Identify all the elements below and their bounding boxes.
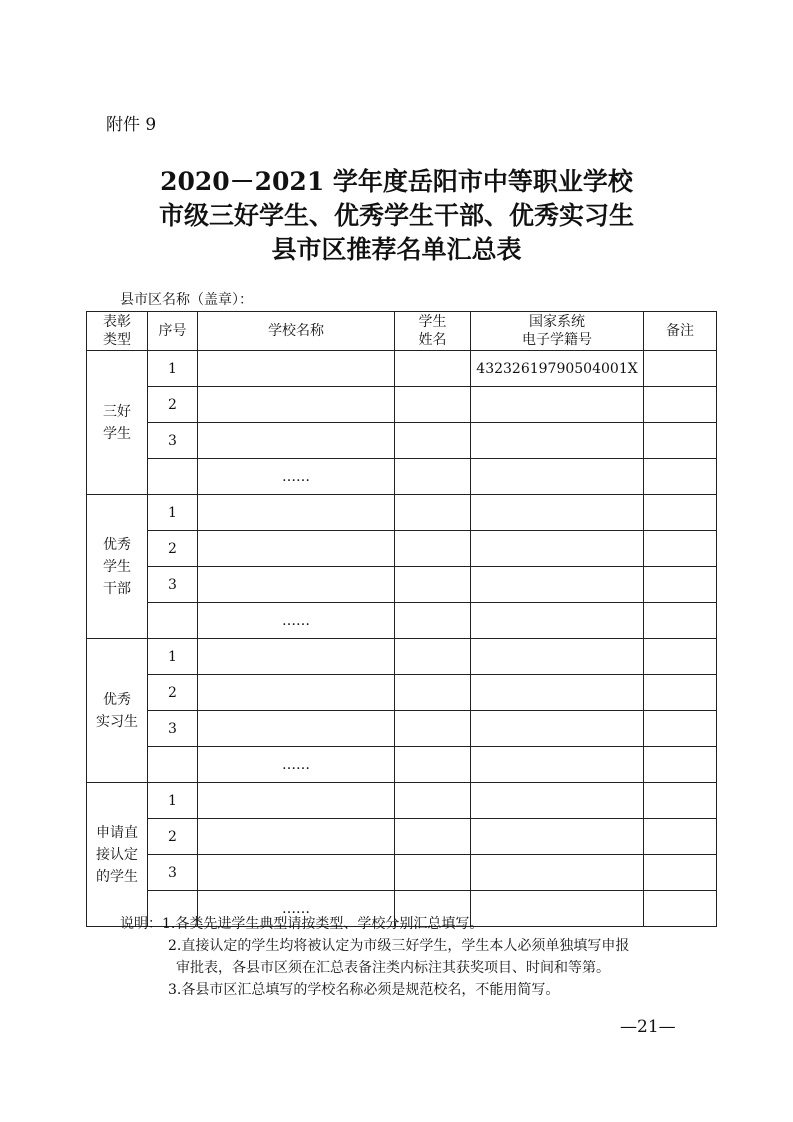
name-cell[interactable] bbox=[395, 351, 471, 387]
remark-cell[interactable] bbox=[644, 567, 717, 603]
name-cell[interactable] bbox=[395, 603, 471, 639]
table-row bbox=[87, 675, 717, 711]
table-row bbox=[87, 783, 717, 819]
table-row bbox=[87, 747, 717, 783]
seq-cell bbox=[148, 603, 198, 639]
header-remark: 备注 bbox=[644, 312, 717, 351]
school-cell[interactable] bbox=[198, 423, 395, 459]
name-cell[interactable] bbox=[395, 675, 471, 711]
table-row bbox=[87, 603, 717, 639]
name-cell[interactable] bbox=[395, 495, 471, 531]
table-row bbox=[87, 495, 717, 531]
student-id-cell[interactable] bbox=[471, 783, 644, 819]
student-id-cell[interactable] bbox=[471, 639, 644, 675]
name-cell[interactable] bbox=[395, 783, 471, 819]
seq-cell: 2 bbox=[148, 675, 198, 711]
school-cell[interactable] bbox=[198, 711, 395, 747]
seq-cell: 3 bbox=[148, 423, 198, 459]
student-id-cell[interactable] bbox=[471, 603, 644, 639]
remark-cell[interactable] bbox=[644, 351, 717, 387]
student-id-cell[interactable] bbox=[471, 495, 644, 531]
table-row bbox=[87, 351, 717, 387]
table-row bbox=[87, 423, 717, 459]
school-cell[interactable] bbox=[198, 531, 395, 567]
name-cell[interactable] bbox=[395, 747, 471, 783]
ellipsis-cell: …… bbox=[198, 747, 395, 783]
header-seq: 序号 bbox=[148, 312, 198, 351]
seq-cell: 2 bbox=[148, 819, 198, 855]
note-line: 说明：1.各类先进学生典型请按类型、学校分别汇总填写。 bbox=[120, 916, 484, 932]
category-cell: 优秀 实习生 bbox=[87, 639, 148, 783]
student-id-cell[interactable]: 43232619790504001X bbox=[471, 351, 644, 387]
seq-cell: 2 bbox=[148, 531, 198, 567]
title-line-1: 2020－2021 学年度岳阳市中等职业学校 bbox=[160, 167, 633, 196]
remark-cell[interactable] bbox=[644, 531, 717, 567]
header-row bbox=[87, 312, 717, 351]
table-row bbox=[87, 531, 717, 567]
seq-cell: 3 bbox=[148, 711, 198, 747]
title-line-3: 县市区推荐名单汇总表 bbox=[271, 235, 522, 264]
remark-cell[interactable] bbox=[644, 711, 717, 747]
seq-cell: 2 bbox=[148, 387, 198, 423]
summary-table bbox=[86, 311, 717, 927]
table-row bbox=[87, 459, 717, 495]
seq-cell: 3 bbox=[148, 855, 198, 891]
note-line: 2.直接认定的学生均将被认定为市级三好学生，学生本人必须单独填写申报 bbox=[168, 938, 630, 954]
school-cell[interactable] bbox=[198, 351, 395, 387]
remark-cell[interactable] bbox=[644, 819, 717, 855]
school-cell[interactable] bbox=[198, 675, 395, 711]
student-id-cell[interactable] bbox=[471, 711, 644, 747]
name-cell[interactable] bbox=[395, 567, 471, 603]
table-row bbox=[87, 711, 717, 747]
name-cell[interactable] bbox=[395, 423, 471, 459]
name-cell[interactable] bbox=[395, 387, 471, 423]
name-cell[interactable] bbox=[395, 711, 471, 747]
remark-cell[interactable] bbox=[644, 423, 717, 459]
page-number: —21— bbox=[620, 1017, 676, 1037]
header-school-name: 学校名称 bbox=[198, 312, 395, 351]
seq-cell: 3 bbox=[148, 567, 198, 603]
student-id-cell[interactable] bbox=[471, 459, 644, 495]
school-cell[interactable] bbox=[198, 855, 395, 891]
student-id-cell[interactable] bbox=[471, 747, 644, 783]
seq-cell: 1 bbox=[148, 639, 198, 675]
category-cell: 优秀 学生 干部 bbox=[87, 495, 148, 639]
note-line: 3.各县市区汇总填写的学校名称必须是规范校名，不能用简写。 bbox=[168, 982, 560, 998]
seq-cell: 1 bbox=[148, 351, 198, 387]
ellipsis-cell: …… bbox=[198, 603, 395, 639]
school-cell[interactable] bbox=[198, 567, 395, 603]
student-id-cell[interactable] bbox=[471, 531, 644, 567]
student-id-cell[interactable] bbox=[471, 423, 644, 459]
seq-cell bbox=[148, 747, 198, 783]
school-cell[interactable] bbox=[198, 783, 395, 819]
remark-cell[interactable] bbox=[644, 855, 717, 891]
school-cell[interactable] bbox=[198, 819, 395, 855]
table-row bbox=[87, 819, 717, 855]
title-line-2: 市级三好学生、优秀学生干部、优秀实习生 bbox=[158, 201, 634, 230]
seq-cell bbox=[148, 459, 198, 495]
table-row bbox=[87, 855, 717, 891]
remark-cell[interactable] bbox=[644, 495, 717, 531]
remark-cell[interactable] bbox=[644, 891, 717, 927]
note-line: 审批表，各县市区须在汇总表备注类内标注其获奖项目、时间和等第。 bbox=[176, 960, 610, 976]
student-id-cell[interactable] bbox=[471, 855, 644, 891]
remark-cell[interactable] bbox=[644, 603, 717, 639]
attachment-label: 附件 9 bbox=[106, 115, 157, 135]
ellipsis-cell: …… bbox=[198, 891, 395, 927]
header-award-type: 表彰 类型 bbox=[87, 312, 148, 351]
remark-cell[interactable] bbox=[644, 747, 717, 783]
category-cell: 申请直 接认定 的学生 bbox=[87, 783, 148, 927]
student-id-cell[interactable] bbox=[471, 819, 644, 855]
remark-cell[interactable] bbox=[644, 387, 717, 423]
student-id-cell[interactable] bbox=[471, 567, 644, 603]
remark-cell[interactable] bbox=[644, 783, 717, 819]
seq-cell: 1 bbox=[148, 495, 198, 531]
name-cell[interactable] bbox=[395, 531, 471, 567]
table-row bbox=[87, 387, 717, 423]
category-cell: 三好 学生 bbox=[87, 351, 148, 495]
header-student-name: 学生 姓名 bbox=[395, 312, 471, 351]
name-cell[interactable] bbox=[395, 819, 471, 855]
county-name-label: 县市区名称（盖章）： bbox=[120, 292, 253, 308]
name-cell[interactable] bbox=[395, 855, 471, 891]
remark-cell[interactable] bbox=[644, 675, 717, 711]
student-id-cell[interactable] bbox=[471, 387, 644, 423]
remark-cell[interactable] bbox=[644, 459, 717, 495]
school-cell[interactable] bbox=[198, 495, 395, 531]
header-student-id: 国家系统 电子学籍号 bbox=[471, 312, 644, 351]
seq-cell: 1 bbox=[148, 783, 198, 819]
school-cell[interactable] bbox=[198, 387, 395, 423]
table-row bbox=[87, 567, 717, 603]
ellipsis-cell: …… bbox=[198, 459, 395, 495]
remark-cell[interactable] bbox=[644, 639, 717, 675]
notes bbox=[120, 913, 629, 1001]
name-cell[interactable] bbox=[395, 639, 471, 675]
school-cell[interactable] bbox=[198, 639, 395, 675]
name-cell[interactable] bbox=[395, 459, 471, 495]
table-row bbox=[87, 639, 717, 675]
student-id-cell[interactable] bbox=[471, 675, 644, 711]
